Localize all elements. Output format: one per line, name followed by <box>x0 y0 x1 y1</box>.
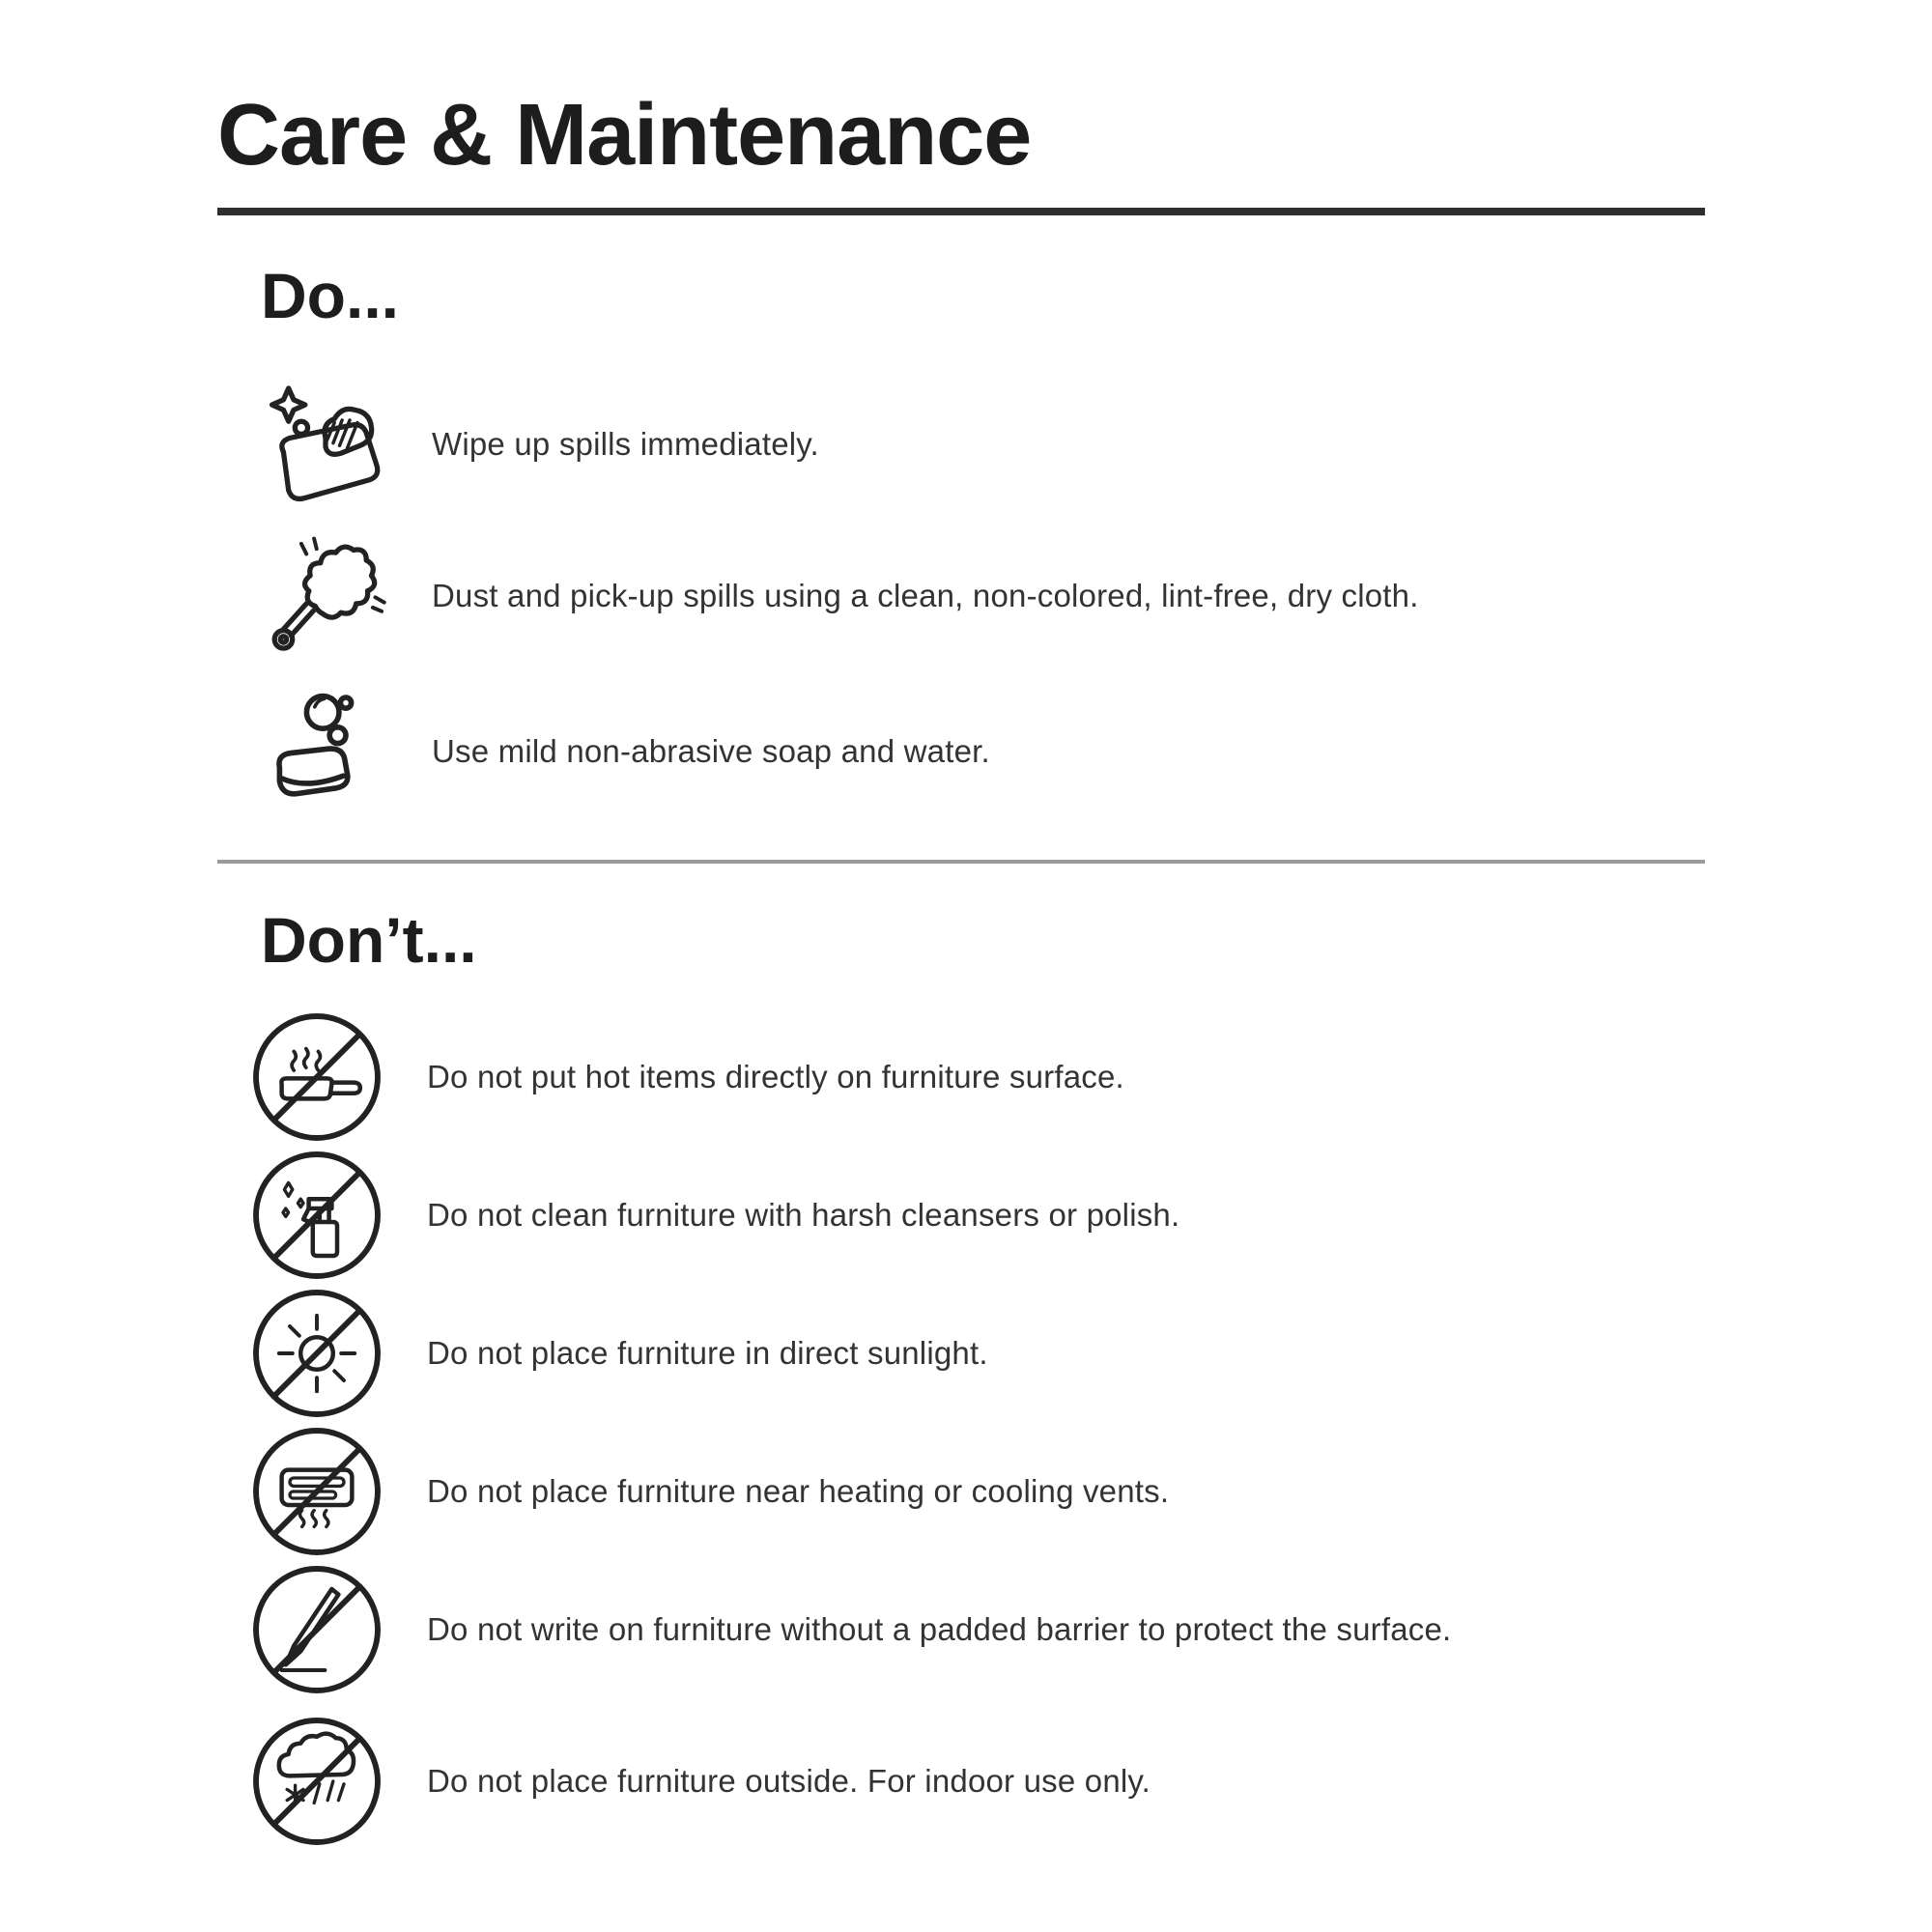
dont-item-text: Do not clean furniture with harsh cleansers or polish. <box>427 1197 1180 1233</box>
no-writing-without-padding-icon <box>249 1562 384 1697</box>
dont-item-row <box>249 1562 1705 1697</box>
do-item-text: Dust and pick-up spills using a clean, non-colored, lint-free, dry cloth. <box>432 578 1419 613</box>
dont-item-row <box>249 1148 1705 1283</box>
dont-item-text: Do not place furniture outside. For indoor use only. <box>427 1763 1151 1799</box>
no-outdoor-use-icon <box>249 1714 384 1849</box>
no-heating-cooling-vents-icon <box>249 1424 384 1559</box>
feather-duster-icon <box>254 532 397 660</box>
no-harsh-cleansers-icon <box>249 1148 384 1283</box>
title-divider <box>217 208 1705 215</box>
dont-item-text: Do not place furniture in direct sunlight. <box>427 1335 988 1371</box>
do-section-heading: Do... <box>261 260 399 331</box>
dont-section-heading: Don’t... <box>261 904 477 976</box>
dont-item-text: Do not put hot items directly on furniture surface. <box>427 1059 1124 1094</box>
do-item-row <box>254 532 1705 660</box>
dont-item-row <box>249 1009 1705 1145</box>
do-item-text: Use mild non-abrasive soap and water. <box>432 733 990 769</box>
no-direct-sunlight-icon <box>249 1286 384 1421</box>
no-hot-items-icon <box>249 1009 384 1145</box>
page-title: Care & Maintenance <box>217 87 1032 184</box>
dont-item-row <box>249 1286 1705 1421</box>
do-item-row <box>254 381 1705 508</box>
do-item-text: Wipe up spills immediately. <box>432 426 819 462</box>
section-divider <box>217 860 1705 864</box>
dont-item-row <box>249 1424 1705 1559</box>
do-item-row <box>254 684 1705 819</box>
wipe-cloth-hand-icon <box>254 381 397 508</box>
dont-item-text: Do not write on furniture without a padded barrier to protect the surface. <box>427 1611 1452 1647</box>
soap-and-bubbles-icon <box>254 684 397 819</box>
dont-item-text: Do not place furniture near heating or cooling vents. <box>427 1473 1170 1509</box>
dont-item-row <box>249 1714 1705 1849</box>
